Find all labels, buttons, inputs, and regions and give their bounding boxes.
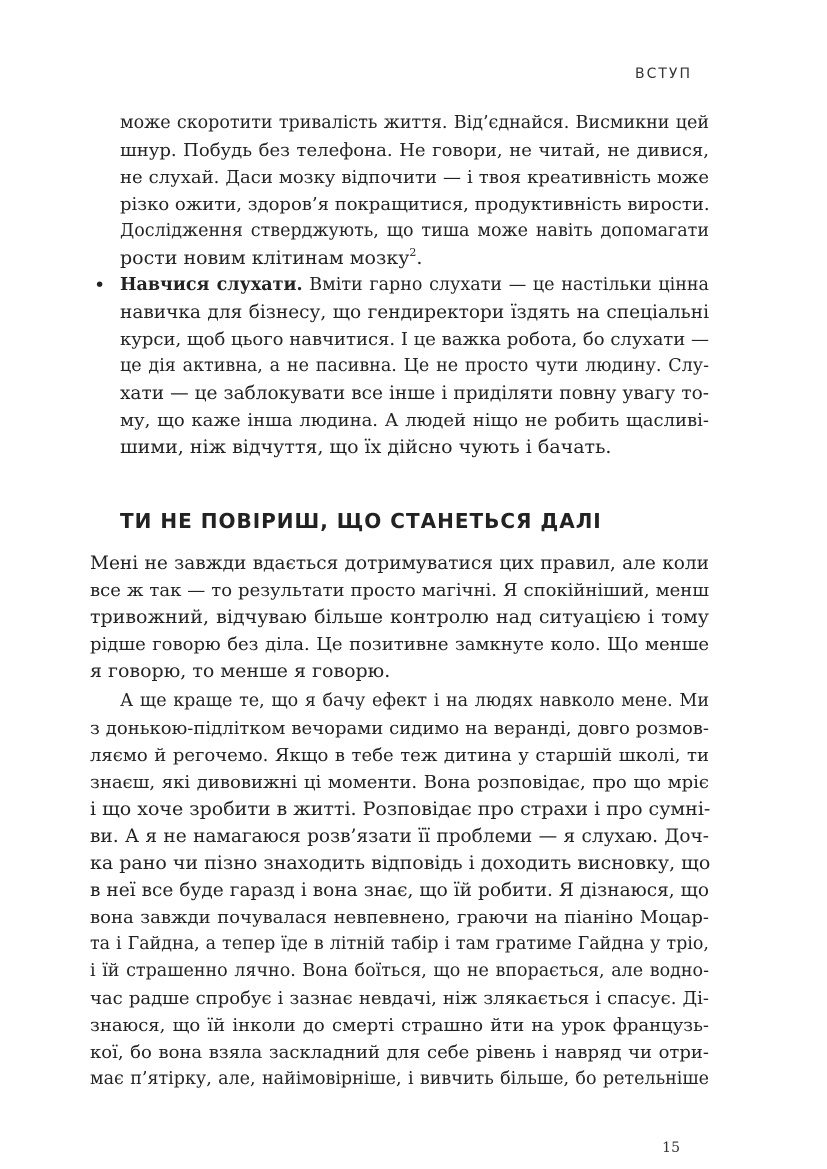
text-line: і їй страшенно лячно. Вона боїться, що не впорається, але водно- [90, 961, 709, 981]
running-header: ВСТУП [635, 66, 692, 82]
text-line: різко ожити, здоров’я покращитися, продуктивність вирости. [120, 194, 710, 215]
text-line: знаєш, які дивовижні ці моменти. Вона розповідає, про що мріє [90, 772, 709, 793]
text-line: ка рано чи пізно знаходить відповідь і доходить висновку, що [90, 852, 711, 874]
text-line: тривожний, відчуваю більше контролю над ситуацією і тому [90, 606, 709, 628]
text-line: в неї все буде гаразд і вона знає, що їй робити. Я дізнаюся, що [90, 880, 709, 901]
text-line: з донькою-підлітком вечорами сидимо на веранді, довго розмов- [90, 718, 709, 739]
text-line: все ж так — то результати просто магічні. Я спокійніший, менш [90, 580, 709, 601]
footnote-marker: 2 [409, 246, 417, 259]
text-line: рости новим клітинам мозку$^2$. [120, 246, 423, 269]
bullet-marker: • [94, 274, 106, 296]
text-line: я говорю, то менше я говорю. [90, 660, 391, 682]
text-line: кої, бо вона взяла заскладний для себе рівень і навряд чи отри- [90, 1042, 709, 1063]
text-line: му, що каже інша людина. А людей ніщо не робить щасливі- [120, 410, 709, 431]
text-line: Мені не завжди вдається дотримуватися цих правил, але коли [90, 553, 709, 574]
text-line: шнур. Побудь без телефона. Не говори, не читай, не дивися, [120, 140, 709, 161]
text-line: може скоротити тривалість життя. Від’єднайся. Висмикни цей [120, 113, 709, 133]
text-line: Навчися слухати. Вміти гарно слухати — це настільки цінна [120, 275, 709, 295]
page-number: 15 [662, 1140, 680, 1156]
text-line: час радше спробує і зазнає невдачі, ніж злякається і спасує. Ді- [90, 988, 709, 1009]
text-line: навичка для бізнесу, що гендиректори їздять на спеціальні [120, 302, 709, 323]
text-line: вона завжди почувалася невпевнено, граючи на піаніно Моцар- [90, 907, 709, 928]
bullet-title: Навчися слухати. [120, 275, 303, 295]
text-line: курси, щоб цього навчитися. І це важка робота, бо слухати — [120, 329, 709, 350]
text-line: ляємо й регочемо. Якщо в тебе теж дитина у старшій школі, ти [90, 745, 709, 766]
text-line: хати — це заблокувати все інше і приділяти повну увагу то- [120, 383, 709, 404]
text-line: рідше говорю без діла. Це позитивне замкнуте коло. Що менше [90, 634, 709, 655]
text-line: та і Гайдна, а тепер їде в літній табір і там гратиме Гайдна у тріо, [90, 934, 709, 954]
text-line: шими, ніж відчуття, що їх дійсно чують і бачать. [120, 436, 612, 458]
text-line: це дія активна, а не пасивна. Це не просто чути людину. Слу- [120, 356, 709, 376]
text-line: А ще краще те, що я бачу ефект і на людях навколо мене. Ми [120, 691, 709, 711]
text-line: знаюся, що їй інколи до смерті страшно йти на урок французь- [90, 1015, 709, 1036]
text-line: не слухай. Даси мозку відпочити — і твоя креативність може [120, 167, 709, 188]
text-line: має п’ятірку, але, найімовірніше, і вивчить більше, бо ретельніше [90, 1069, 709, 1089]
text-line: ви. А я не намагаюся розв’язати її проблеми — я слухаю. Доч- [90, 826, 709, 847]
text-line: Дослідження стверджують, що тиша може навіть допомагати [120, 221, 709, 241]
section-heading: ТИ НЕ ПОВІРИШ, ЩО СТАНЕТЬСЯ ДАЛІ [120, 509, 602, 533]
text-line: і що хоче зробити в житті. Розповідає про страхи і про сумні- [90, 798, 711, 820]
